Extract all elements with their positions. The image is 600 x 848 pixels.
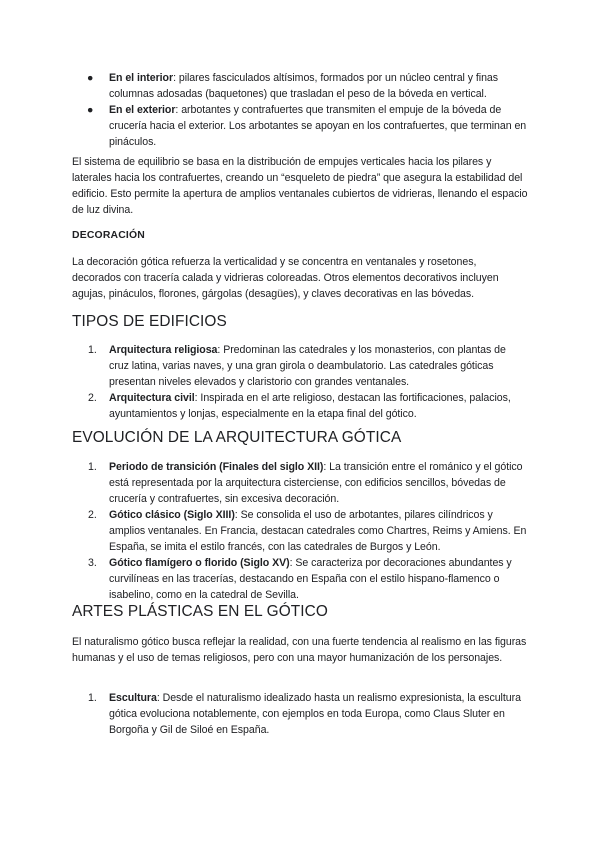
structure-bullet-list [72,70,528,150]
list-item-text: : Se caracteriza por decoraciones abundantes y curvilíneas en las tracerías, destacando en España con el estilo hispano-flamenco o isabelino, como en la catedral de Sevilla. [109,557,512,601]
list-item-text: : Desde el naturalismo idealizado hasta un realismo expresionista, la escultura gótica evoluciona notablemente, con ejemplos en toda Europa, como Claus Sluter en Borgoña y Gil de Siloé en España. [109,692,521,736]
bullet-marker: ● [87,104,94,116]
equilibrio-paragraph: El sistema de equilibrio se basa en la distribución de empujes verticales hacia los pilares y laterales hacia los contrafuertes, creando un “esqueleto de piedra” que asegura la estabilidad del edificio. Esto permite la apertura de amplios ventanales cubiertos de vidrieras, llenando el espacio de luz divina. [72,156,528,216]
list-item [72,390,528,422]
number-marker: 1. [88,461,97,473]
list-item-text: : pilares fasciculados altísimos, formados por un núcleo central y finas columnas adosadas (baquetones) que trasladan el peso de la bóveda en vertical. [109,72,499,100]
decoracion-paragraph: La decoración gótica refuerza la verticalidad y se concentra en ventanales y rosetones, decorados con tracería calada y vidrieras coloreadas. Otros elementos decorativos incluyen agujas, pináculos, florones, gárgolas (desagües), y claves decorativas en las bóvedas. [72,256,499,300]
evolucion-heading: EVOLUCIÓN DE LA ARQUITECTURA GÓTICA [72,429,402,446]
list-item-term: Arquitectura religiosa [109,344,218,356]
artes-heading: ARTES PLÁSTICAS EN EL GÓTICO [72,603,328,620]
list-item [72,555,528,603]
number-marker: 2. [88,509,97,521]
tipos-numbered-list [72,342,528,422]
list-item-term: Gótico clásico (Siglo XIII) [109,509,235,521]
list-item-term: Periodo de transición (Finales del siglo XII) [109,461,324,473]
list-item [72,459,528,507]
list-item-text: : Predominan las catedrales y los monasterios, con plantas de cruz latina, varias naves, y una gran girola o deambulatorio. Las catedrales góticas presentan niveles elevados y claristorio con grandes ventanales. [109,344,506,388]
list-item [72,342,528,390]
list-item [72,507,528,555]
list-item-term: En el exterior [109,104,176,116]
list-item-term: Gótico flamígero o florido (Siglo XV) [109,557,290,569]
bullet-marker: ● [87,72,94,84]
number-marker: 2. [88,392,97,404]
list-item-term: Arquitectura civil [109,392,195,404]
list-item [72,102,528,150]
artes-numbered-list [72,690,528,738]
decoracion-heading: DECORACIÓN [72,230,146,241]
list-item-text: : arbotantes y contrafuertes que transmiten el empuje de la bóveda de crucería hacia el exterior. Los arbotantes se apoyan en los contrafuertes, que terminan en pináculos. [109,104,527,148]
tipos-heading: TIPOS DE EDIFICIOS [72,313,227,330]
number-marker: 3. [88,557,97,569]
evolucion-numbered-list [72,459,528,603]
list-item [72,690,528,738]
artes-paragraph: El naturalismo gótico busca reflejar la realidad, con una fuerte tendencia al realismo en las figuras humanas y el uso de temas religiosos, pero con una mayor humanización de los personajes. [72,636,527,664]
number-marker: 1. [88,344,97,356]
number-marker: 1. [88,692,97,704]
list-item-term: Escultura [109,692,157,704]
list-item-term: En el interior [109,72,174,84]
list-item-text: : Inspirada en el arte religioso, destacan las fortificaciones, palacios, ayuntamientos y lonjas, especialmente en la etapa final del gótico. [109,392,511,420]
list-item-text: : Se consolida el uso de arbotantes, pilares cilíndricos y amplios ventanales. En Francia, destacan catedrales como Chartres, Reims y Amiens. En España, se imita el estilo francés, con las catedrales de Burgos y León. [109,509,527,553]
list-item [72,70,528,102]
list-item-text: : La transición entre el románico y el gótico está representada por la arquitectura cisterciense, con edificios sencillos, bóvedas de crucería y contrafuertes, sin excesiva decoración. [109,461,523,505]
